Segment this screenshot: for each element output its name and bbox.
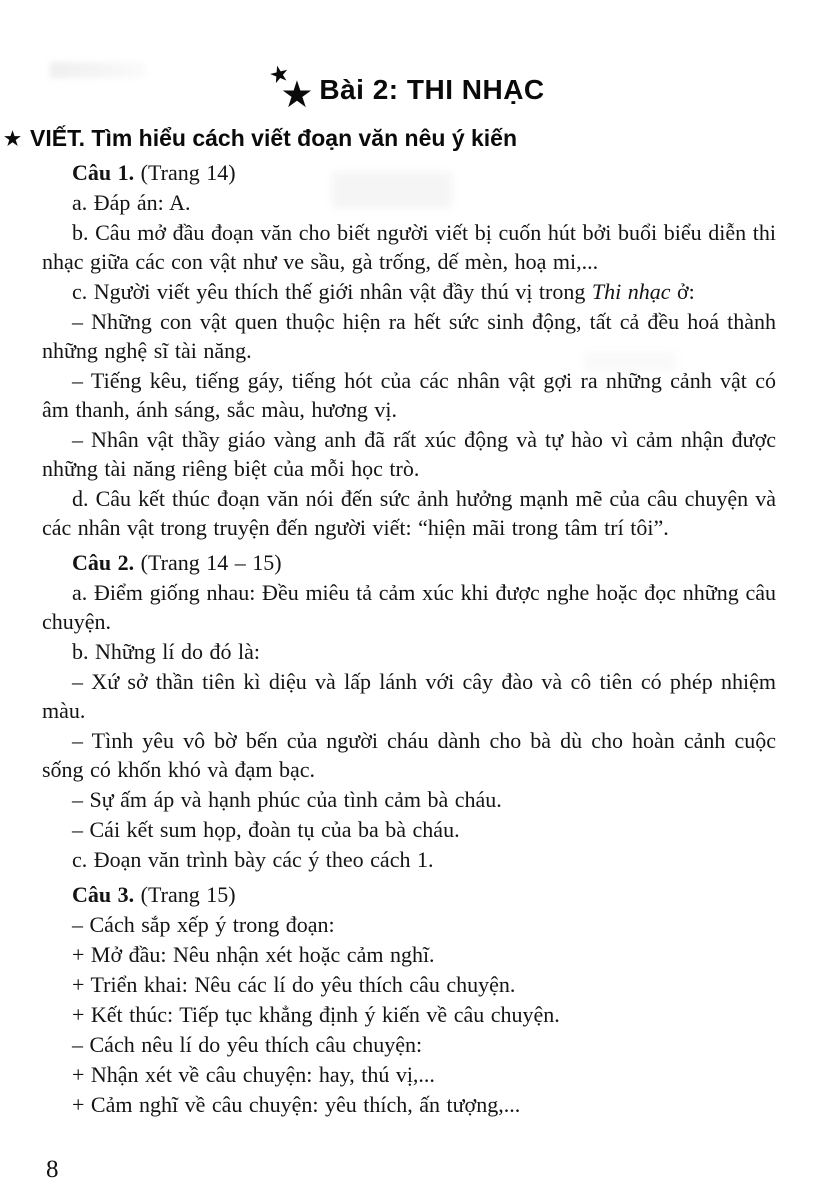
star-icon: ★ [266, 59, 293, 90]
lesson-title-row [0, 59, 814, 116]
q1-answer-c-tail: ở: [670, 279, 695, 304]
q2-bullet-1: – Xứ sở thần tiên kì diệu và lấp lánh với cây đào và cô tiên có phép nhiệm màu. [42, 669, 776, 723]
question-3-page-ref: (Trang 15) [140, 882, 236, 907]
q3-line-6: + Nhận xét về câu chuyện: hay, thú vị,... [72, 1062, 435, 1087]
q3-line-7: + Cảm nghĩ về câu chuyện: yêu thích, ấn tượng,... [72, 1092, 521, 1117]
q2-answer-b: b. Những lí do đó là: [72, 639, 261, 664]
q3-line-2: + Mở đầu: Nêu nhận xét hoặc cảm nghĩ. [72, 942, 435, 967]
q1-answer-a: a. Đáp án: A. [72, 190, 191, 215]
q1-answer-c [42, 277, 776, 306]
q1-answer-c-title: Thi nhạc [591, 279, 671, 304]
q3-line-1: – Cách sắp xếp ý trong đoạn: [72, 912, 335, 937]
title-star-decoration [266, 59, 315, 116]
q3-line-4: + Kết thúc: Tiếp tục khẳng định ý kiến về câu chuyện. [72, 1002, 560, 1027]
question-3-heading [42, 880, 776, 909]
q1-bullet-1: – Những con vật quen thuộc hiện ra hết sức sinh động, tất cả đều hoá thành những nghệ sĩ tài năng. [42, 309, 776, 363]
q2-bullet-2: – Tình yêu vô bờ bến của người cháu dành cho bà dù cho hoàn cảnh cuộc sống có khốn khó và đạm bạc. [42, 728, 776, 782]
question-1-heading [42, 158, 776, 187]
q2-answer-c: c. Đoạn văn trình bày các ý theo cách 1. [72, 847, 434, 872]
section-heading [4, 125, 814, 152]
q1-bullet-3: – Nhân vật thầy giáo vàng anh đã rất xúc động và tự hào vì cảm nhận được những tài năng riêng biệt của mỗi học trò. [42, 427, 776, 481]
question-2-label: Câu 2. [72, 550, 135, 575]
q3-line-3: + Triển khai: Nêu các lí do yêu thích câu chuyện. [72, 972, 516, 997]
star-icon: ★ [280, 75, 314, 116]
q2-bullet-3: – Sự ấm áp và hạnh phúc của tình cảm bà cháu. [72, 787, 502, 812]
q1-answer-c-text: c. Người viết yêu thích thế giới nhân vật đầy thú vị trong [72, 279, 592, 304]
q1-answer-d: d. Câu kết thúc đoạn văn nói đến sức ảnh hưởng mạnh mẽ của câu chuyện và các nhân vật trong truyện đến người viết: “hiện mãi trong tâm trí tôi”. [42, 486, 776, 540]
q1-bullet-2: – Tiếng kêu, tiếng gáy, tiếng hót của các nhân vật gợi ra những cảnh vật có âm thanh, ánh sáng, sắc màu, hương vị. [42, 368, 776, 422]
question-2-heading [42, 548, 776, 577]
question-2-page-ref: (Trang 14 – 15) [140, 550, 282, 575]
q1-answer-b: b. Câu mở đầu đoạn văn cho biết người viết bị cuốn hút bởi buổi biểu diễn thi nhạc giữa các con vật như ve sầu, gà trống, dế mèn, hoạ mi,... [42, 220, 776, 274]
question-1-label: Câu 1. [72, 160, 135, 185]
question-1-page-ref: (Trang 14) [140, 160, 236, 185]
section-heading-text: VIẾT. Tìm hiểu cách viết đoạn văn nêu ý kiến [30, 125, 518, 151]
q2-bullet-4: – Cái kết sum họp, đoàn tụ của ba bà cháu. [72, 817, 460, 842]
page-number: 8 [46, 1156, 59, 1183]
star-icon: ★ [4, 129, 22, 150]
answers-content [0, 158, 814, 1119]
lesson-title: Bài 2: THI NHẠC [319, 74, 545, 105]
question-3-label: Câu 3. [72, 882, 135, 907]
q3-line-5: – Cách nêu lí do yêu thích câu chuyện: [72, 1032, 423, 1057]
q2-answer-a: a. Điểm giống nhau: Đều miêu tả cảm xúc khi được nghe hoặc đọc những câu chuyện. [42, 580, 776, 634]
